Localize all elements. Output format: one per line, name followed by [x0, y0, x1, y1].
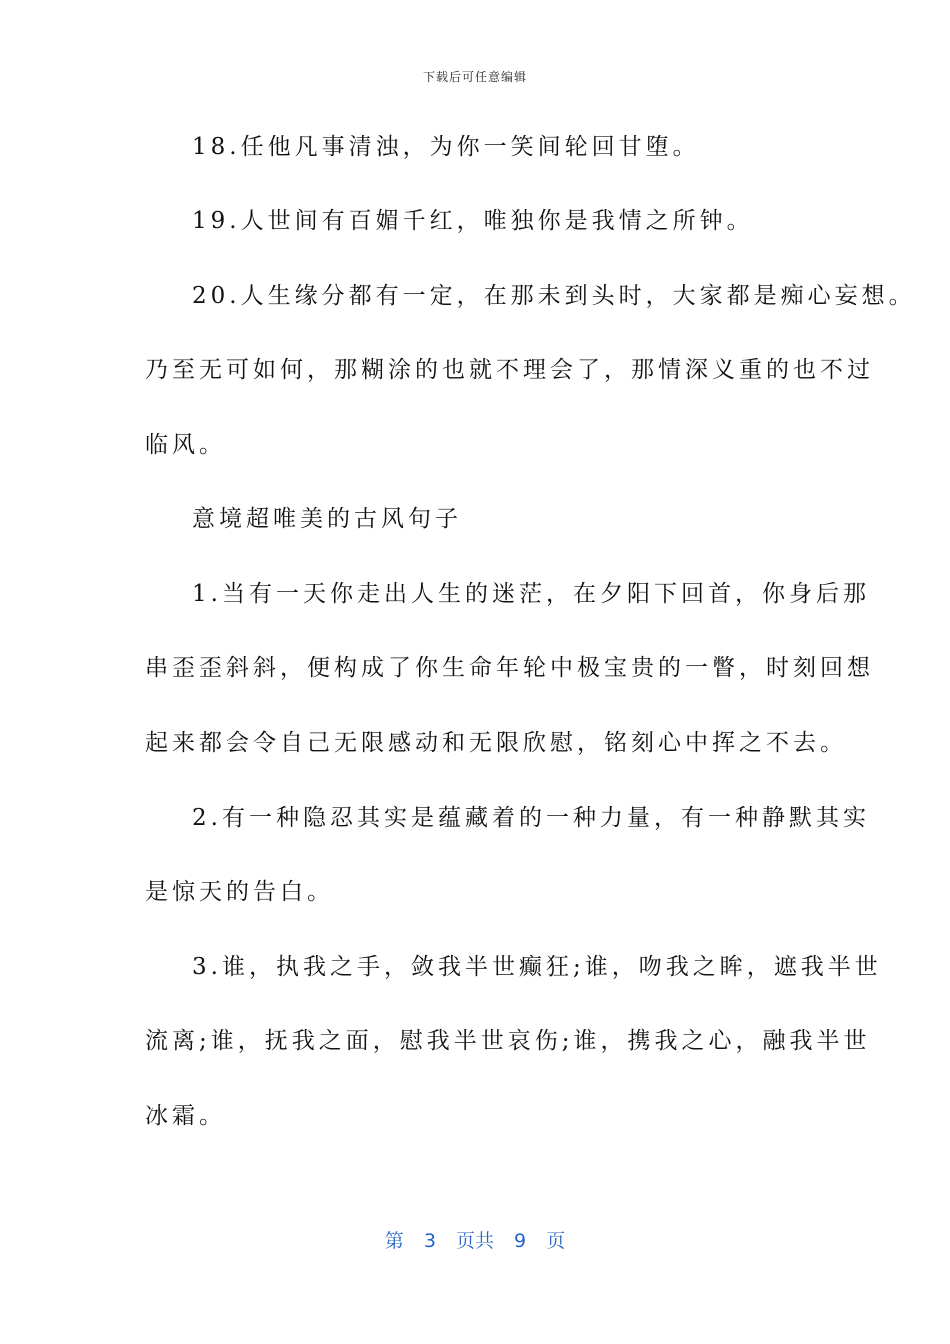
paragraph-line: 冰霜。 — [145, 1103, 226, 1129]
paragraph-line: 2.有一种隐忍其实是蕴藏着的一种力量，有一种静默其实 — [192, 805, 870, 831]
paragraph-line: 3.谁，执我之手，敛我半世癫狂;谁，吻我之眸，遮我半世 — [192, 954, 882, 980]
paragraph-line: 流离;谁，抚我之面，慰我半世哀伤;谁，携我之心，融我半世 — [145, 1028, 871, 1054]
page-mid: 页共 — [455, 1230, 494, 1252]
paragraph-line: 20.人生缘分都有一定，在那未到头时，大家都是痴心妄想。 — [192, 283, 916, 309]
paragraph-line: 1.当有一天你走出人生的迷茫，在夕阳下回首，你身后那 — [192, 581, 870, 607]
header-note: 下载后可任意编辑 — [422, 70, 527, 84]
section-heading: 意境超唯美的古风句子 — [192, 506, 462, 532]
current-page: 3 — [423, 1230, 436, 1252]
paragraph-line: 临风。 — [145, 432, 226, 458]
paragraph-line: 18.任他凡事清浊，为你一笑间轮回甘堕。 — [192, 134, 700, 160]
paragraph-line: 乃至无可如何，那糊涂的也就不理会了，那情深义重的也不过 — [145, 357, 874, 383]
paragraph-line: 是惊天的告白。 — [145, 879, 334, 905]
paragraph-line: 19.人世间有百媚千红，唯独你是我情之所钟。 — [192, 208, 754, 234]
paragraph-line: 起来都会令自己无限感动和无限欣慰，铭刻心中挥之不去。 — [145, 730, 847, 756]
page-suffix: 页 — [546, 1230, 566, 1252]
page-prefix: 第 — [384, 1230, 404, 1252]
page-number-footer — [0, 1226, 950, 1253]
paragraph-line: 串歪歪斜斜，便构成了你生命年轮中极宝贵的一瞥，时刻回想 — [145, 655, 874, 681]
total-pages: 9 — [514, 1230, 527, 1252]
